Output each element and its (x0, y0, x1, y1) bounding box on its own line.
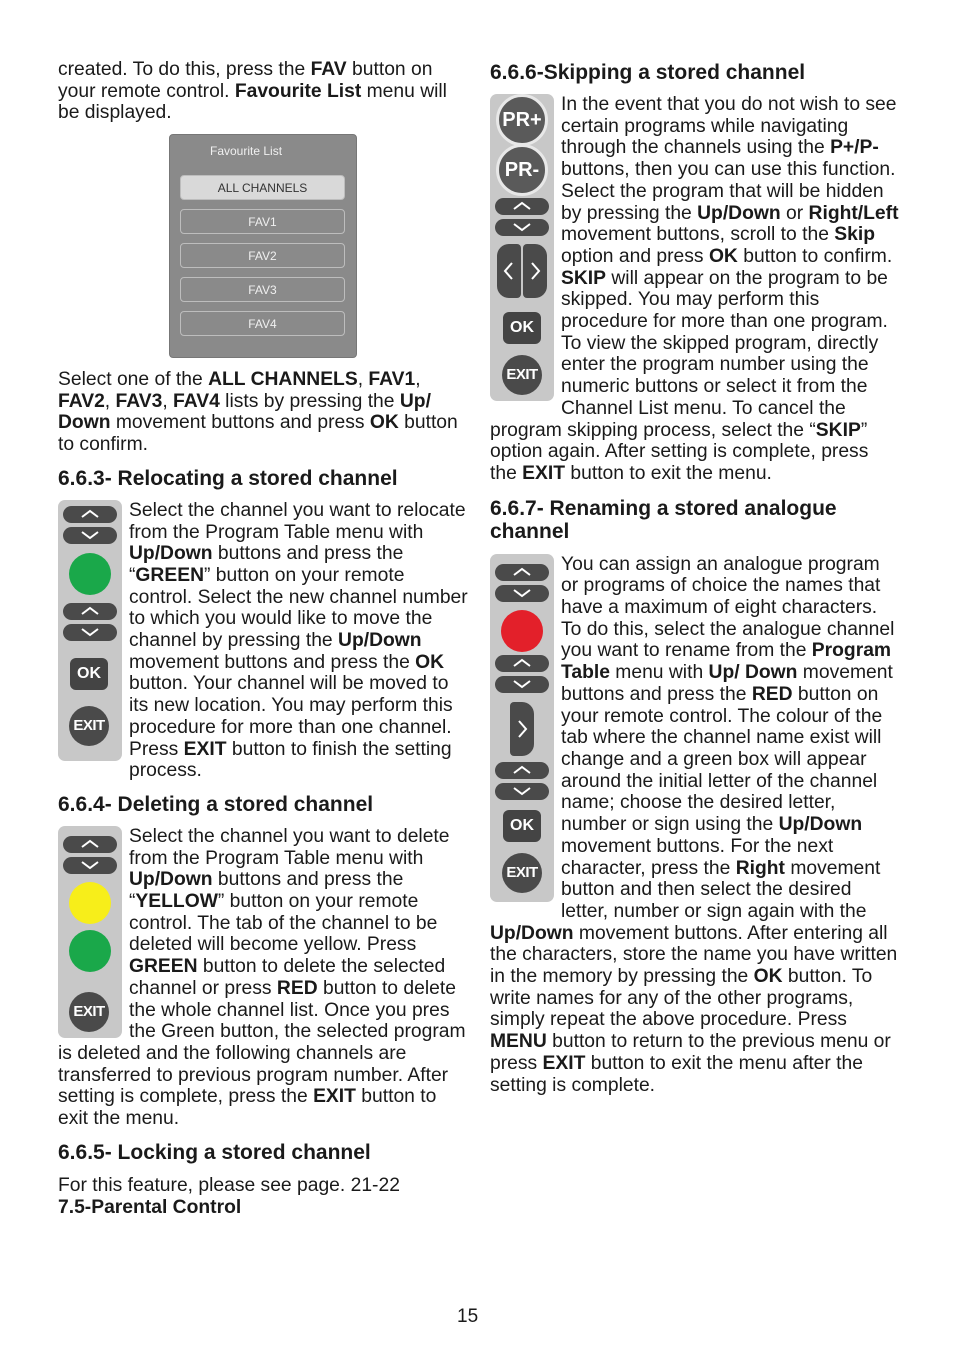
remote-strip-663 (58, 500, 122, 761)
select-paragraph-block (58, 369, 468, 1218)
down-arrow-icon (495, 676, 549, 693)
heading-665: 6.6.5- Locking a stored channel (58, 1140, 371, 1164)
up-arrow-icon (495, 198, 549, 215)
left-arrow-icon (497, 244, 521, 298)
paragraph-664: Select the channel you want to delete from the Program Table menu with Up/Down buttons and press the “YELLOW” button on your remote control. The tab of the channel to be deleted will become yellow. Press GREEN button to delete the selected channel or press RED button to delete the whole channel list. Once you pres the Green button, the selected program is deleted and the following channels are transferred to previous program number. After setting is complete, press the EXIT button to exit the menu. (58, 825, 466, 1130)
exit-button-icon: EXIT (69, 992, 109, 1032)
menu-item-all-channels[interactable]: ALL CHANNELS (180, 175, 345, 200)
section-667 (490, 554, 900, 1097)
ok-button-icon: OK (70, 658, 108, 690)
red-button-icon (501, 610, 543, 652)
heading-664: 6.6.4- Deleting a stored channel (58, 792, 374, 816)
ok-button-icon: OK (503, 810, 541, 842)
green-button-icon (69, 553, 111, 595)
yellow-button-icon (69, 882, 111, 924)
down-arrow-icon (495, 219, 549, 236)
favourite-list-menu (169, 134, 357, 358)
menu-item-fav1[interactable]: FAV1 (180, 209, 345, 234)
menu-item-fav3[interactable]: FAV3 (180, 277, 345, 302)
select-paragraph: Select one of the ALL CHANNELS, FAV1, FAV2, FAV3, FAV4 lists by pressing the Up/ Down movement buttons and press OK button to confirm. (58, 369, 458, 456)
down-arrow-icon (63, 857, 117, 874)
heading-667: 6.6.7- Renaming a stored analogue channel (490, 496, 837, 543)
down-arrow-icon (63, 624, 117, 641)
paragraph-666: In the event that you do not wish to see certain programs while navigating through the channels using the P+/P- buttons, then you can use this function. Select the program that will be hidden by pressing the Up/Down or Right/Left movement buttons, scroll to the Skip option and press OK button to confirm. SKIP will appear on the program to be skipped. You may perform this procedure for more than one program. To view the skipped program, directly enter the program number using the numeric buttons or select it from the Channel List menu. To cancel the program skipping process, select the “SKIP” option again. After setting is complete, press the EXIT button to exit the menu. (490, 94, 899, 484)
down-arrow-icon (495, 783, 549, 800)
pr-minus-button-icon: PR- (496, 144, 548, 196)
up-arrow-icon (63, 836, 117, 853)
up-arrow-icon (63, 506, 117, 523)
exit-button-icon: EXIT (502, 355, 542, 395)
up-arrow-icon (63, 603, 117, 620)
down-arrow-icon (63, 527, 117, 544)
right-column (490, 61, 900, 1096)
left-column (58, 59, 468, 124)
heading-663: 6.6.3- Relocating a stored channel (58, 466, 398, 490)
up-arrow-icon (495, 655, 549, 672)
remote-strip-666 (490, 94, 554, 401)
ok-button-icon: OK (503, 312, 541, 344)
section-663 (58, 500, 468, 782)
intro-paragraph: created. To do this, press the FAV button on your remote control. Favourite List menu will be displayed. (58, 59, 447, 124)
right-arrow-icon (523, 244, 547, 298)
down-arrow-icon (495, 585, 549, 602)
pr-plus-button-icon: PR+ (496, 94, 548, 146)
menu-item-fav2[interactable]: FAV2 (180, 243, 345, 268)
exit-button-icon: EXIT (69, 706, 109, 746)
right-arrow-icon (510, 702, 534, 756)
exit-button-icon: EXIT (502, 853, 542, 893)
remote-strip-667 (490, 554, 554, 902)
page-number: 15 (457, 1306, 479, 1327)
up-arrow-icon (495, 762, 549, 779)
menu-item-fav4[interactable]: FAV4 (180, 311, 345, 336)
up-arrow-icon (495, 564, 549, 581)
paragraph-665: For this feature, please see page. 21-22 7.5-Parental Control (58, 1174, 400, 1218)
section-664 (58, 826, 468, 1130)
favourite-list-title: Favourite List (210, 144, 283, 158)
heading-666: 6.6.6-Skipping a stored channel (490, 61, 806, 84)
green-button-icon (69, 930, 111, 972)
paragraph-667: You can assign an analogue program or programs of choice the names that have a maximum of eight characters. To do this, select the analogue channel you want to rename from the Program Table menu with Up/ Down movement buttons and press the RED button on your remote control. The colour of the tab where the channel name exist will change and a green box will appear around the initial letter of the channel name; choose the desired letter, number or sign using the Up/Down movement buttons. For the next character, press the Right movement button and then select the desired letter, number or sign again with the Up/Down movement buttons. After entering all the characters, store the name you have written in the memory by pressing the OK button. To write names for any of the other programs, simply repeat the above procedure. Press MENU button to return to the previous menu or press EXIT button to exit the menu after the setting is complete. (490, 553, 898, 1096)
section-666 (490, 94, 900, 485)
paragraph-663: Select the channel you want to relocate from the Program Table menu with Up/Down buttons and press the “GREEN” button on your remote control. Select the new channel number to which you would like to move the channel by pressing the Up/Down movement buttons and press the OK button. Your channel will be moved to its new location. You may perform this procedure for more than one channel. Press EXIT button to finish the setting process. (129, 499, 468, 782)
remote-strip-664 (58, 826, 122, 1038)
